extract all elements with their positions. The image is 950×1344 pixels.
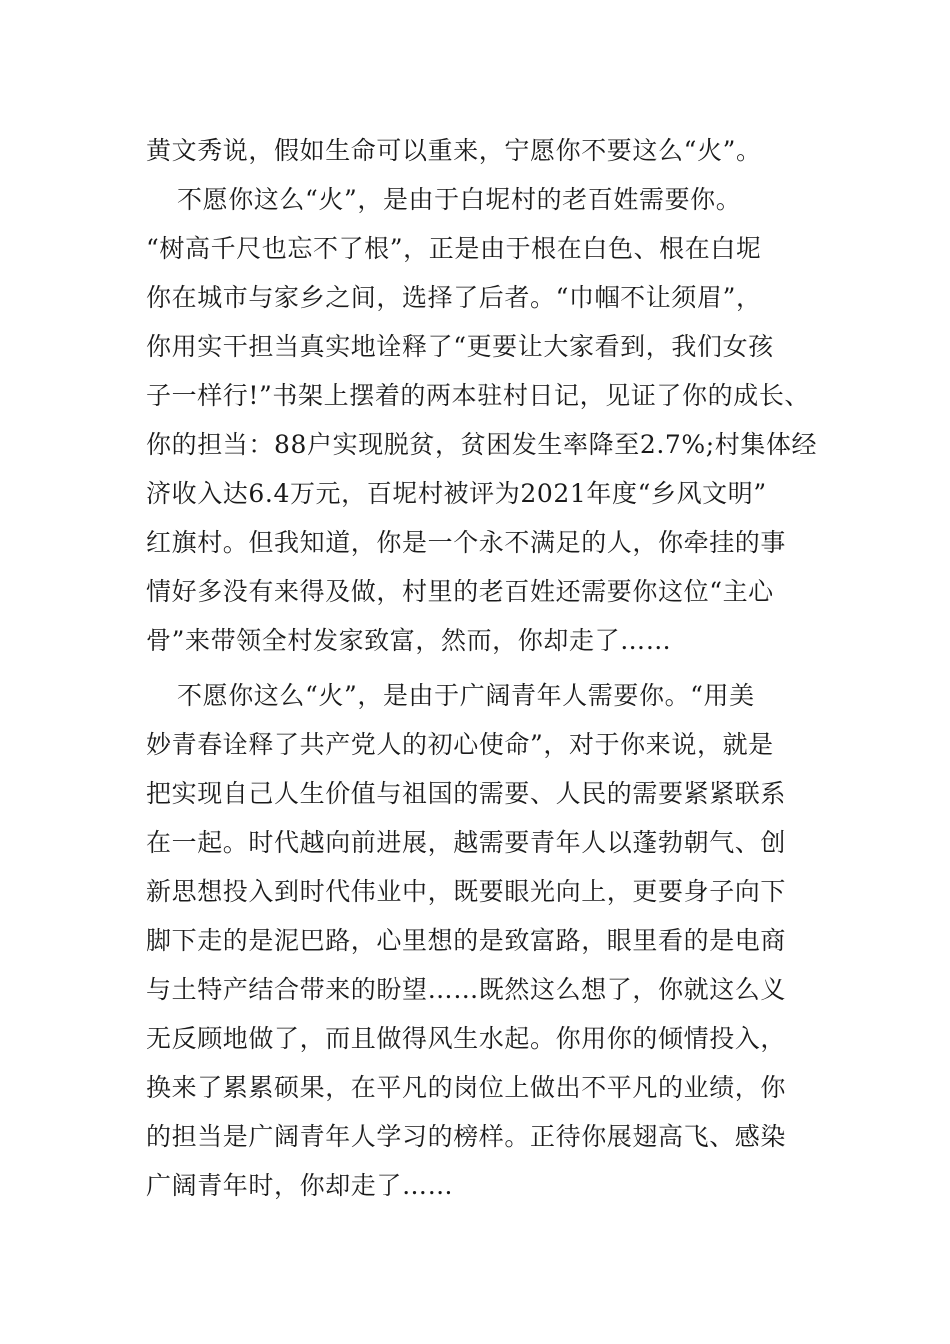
paragraph-first-line: 不愿你这么“火”，是由于广阔青年人需要你。“用美 — [177, 681, 755, 710]
paragraph-first-line: 不愿你这么“火”，是由于白坭村的老百姓需要你。 — [177, 185, 742, 214]
text-line: 骨”来带领全村发家致富，然而，你却走了…… — [146, 626, 672, 655]
text-line: 子一样行!”书架上摆着的两本驻村日记，见证了你的成长、 — [146, 381, 811, 410]
text-line: 无反顾地做了，而且做得风生水起。你用你的倾情投入， — [146, 1024, 787, 1053]
text-line: 你在城市与家乡之间，选择了后者。“巾帼不让须眉”， — [146, 283, 762, 312]
text-line: 脚下走的是泥巴路，心里想的是致富路，眼里看的是电商 — [146, 926, 787, 955]
text-line: 新思想投入到时代伟业中，既要眼光向上，更要身子向下 — [146, 877, 787, 906]
text-line: “树高千尺也忘不了根”，正是由于根在白色、根在白坭 — [146, 234, 762, 263]
text-line: 妙青春诠释了共产党人的初心使命”，对于你来说，就是 — [146, 730, 774, 759]
text-line: 把实现自己人生价值与祖国的需要、人民的需要紧紧联系 — [146, 779, 787, 808]
text-line: 黄文秀说，假如生命可以重来，宁愿你不要这么“火”。 — [146, 136, 762, 165]
text-line: 你的担当：88户实现脱贫，贫困发生率降至2.7%;村集体经 — [146, 430, 818, 459]
text-line: 情好多没有来得及做，村里的老百姓还需要你这位“主心 — [146, 577, 774, 606]
text-line: 红旗村。但我知道，你是一个永不满足的人，你牵挂的事 — [146, 528, 787, 557]
text-line: 济收入达6.4万元，百坭村被评为2021年度“乡风文明” — [146, 479, 767, 508]
text-line: 与土特产结合带来的盼望……既然这么想了，你就这么义 — [146, 975, 787, 1004]
text-line: 的担当是广阔青年人学习的榜样。正待你展翅高飞、感染 — [146, 1122, 787, 1151]
text-line: 广阔青年时，你却走了…… — [146, 1171, 454, 1200]
text-line: 换来了累累硕果，在平凡的岗位上做出不平凡的业绩，你 — [146, 1073, 787, 1102]
text-line: 在一起。时代越向前进展，越需要青年人以蓬勃朝气、创 — [146, 828, 787, 857]
text-line: 你用实干担当真实地诠释了“更要让大家看到，我们女孩 — [146, 332, 774, 361]
